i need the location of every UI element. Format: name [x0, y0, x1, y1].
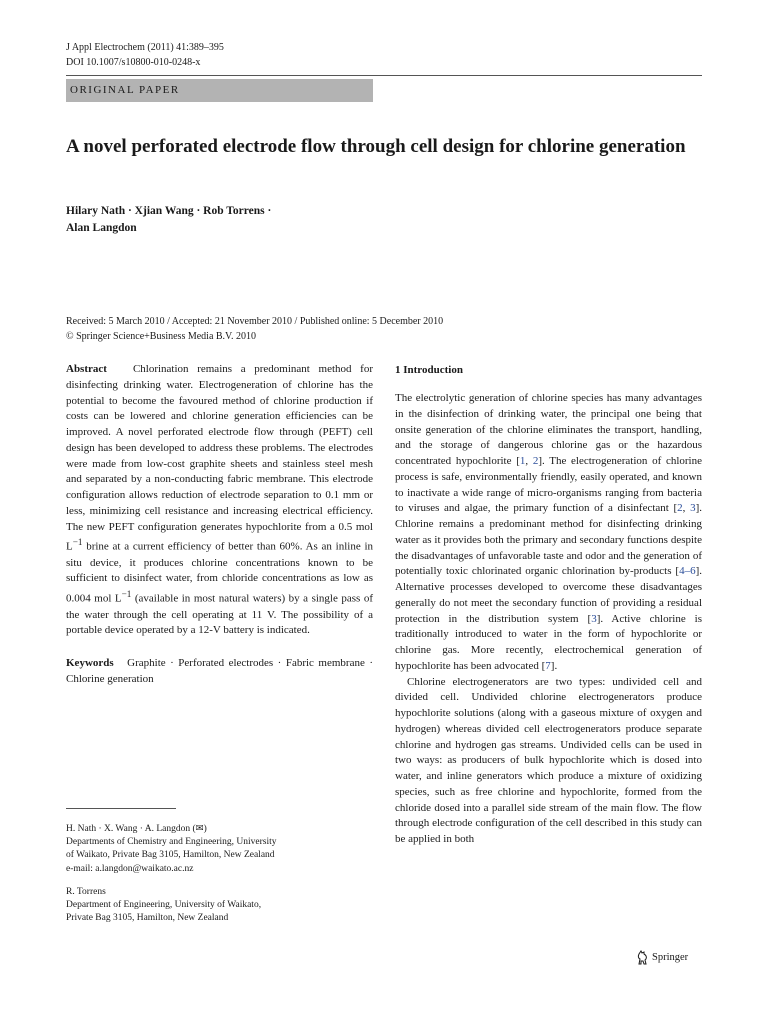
intro-paragraph-2: Chlorine electrogenerators are two types: undivided cell and divided cell. Undivided chlorine electrogenerators produce hypochlorite solutions (along with a gaseous mixture of oxygen and hydrogen) whereas divided cell electrogenerators produce separate chlorine and hydrogen gas streams. Undivided cells can be used in two ways: as producers of bulk hypochlorite which is dosed into water, and inline generators which produce a mixture of oxidizing species, such as free chlorine and hypochlorite, formed from the chloride dosed into a parallel side stream of the main flow. The flow through electrode configuration of the cell described in this study can be applied in both — [395, 675, 702, 845]
affiliation-name: R. Torrens — [66, 887, 106, 897]
citation-link[interactable]: 2 — [677, 502, 683, 515]
abstract-paragraph — [66, 362, 373, 639]
citation-link[interactable]: 4–6 — [679, 565, 696, 578]
paper-title: A novel perforated electrode flow through cell design for chlorine generation — [66, 136, 686, 157]
publisher-footer — [636, 950, 688, 965]
springer-horse-icon — [636, 950, 649, 965]
abstract-text-3: (available in most natural waters) by a single pass of the water through the cell operating at 11 V. The possibility of a portable device operated by a 12-V battery is indicated. — [66, 592, 373, 637]
copyright-line: © Springer Science+Business Media B.V. 2010 — [66, 331, 256, 342]
intro-text: ]. Chlorine remains a predominant method for disinfecting drinking water as it provides both the primary and secondary functions despite the disadvantages of unfavorable taste and odor and the generation of potentially toxic chlorinated organic chlorination by-products [ — [395, 502, 703, 578]
doi-line: DOI 10.1007/s10800-010-0248-x — [66, 57, 201, 68]
citation-link[interactable]: 2 — [532, 455, 539, 467]
paper-type-banner: ORIGINAL PAPER — [66, 79, 373, 102]
introduction-section — [395, 362, 702, 848]
affiliation-dept: Departments of Chemistry and Engineering, University — [66, 837, 277, 848]
journal-line: J Appl Electrochem (2011) 41:389–395 — [66, 42, 224, 53]
affiliation-1 — [66, 823, 373, 876]
intro-text: , — [525, 455, 533, 467]
unit-exponent: −1 — [72, 537, 83, 548]
author-list — [66, 203, 466, 237]
author-line-2: Alan Langdon — [66, 222, 137, 234]
keywords — [66, 656, 373, 688]
affiliation-names: H. Nath · X. Wang · A. Langdon (✉) — [66, 824, 207, 834]
citation-link[interactable]: 3 — [690, 502, 696, 515]
right-column — [395, 362, 702, 848]
intro-text: ]. The electrogeneration of chlorine process is safe, environmentally friendly, easily operated, and known to inactivate a wide range of micro-organisms ranging from bacteria to viruses and algae, the primary function of a disinfectant [ — [395, 455, 702, 515]
affiliation-2 — [66, 886, 373, 926]
intro-paragraph-1 — [395, 391, 702, 675]
intro-text: , — [682, 502, 691, 515]
footnote-rule — [66, 808, 176, 809]
unit-exponent: −1 — [121, 589, 132, 600]
keywords-text: Graphite · Perforated electrodes · Fabric membrane · Chlorine generation — [66, 657, 373, 685]
keywords-heading: Keywords — [66, 657, 114, 670]
abstract-text-2: brine at a current efficiency of better than 60%. As an inline in situ device, it produces chlorine concentrations known to be sufficient to disinfect water, from chloride concentrations as low as 0.004 mol L — [66, 540, 373, 605]
affiliation-address: of Waikato, Private Bag 3105, Hamilton, New Zealand — [66, 850, 275, 861]
publication-dates — [66, 314, 702, 344]
publisher-name: Springer — [652, 952, 689, 963]
header-rule — [66, 75, 702, 76]
author-line-1: Hilary Nath · Xjian Wang · Rob Torrens · — [66, 205, 272, 217]
abstract-text-1: Chlorination remains a predominant method for disinfecting drinking water. Electrogeneration of chlorine has the potential to become the favoured method of chlorine production if costs can be lowered and chlorine generation efficiencies can be improved. A novel perforated electrode flow through (PEFT) cell design has been developed to address these problems. The electrodes were made from low-cost graphite sheets and stainless steel mesh and separated by a non-conducting fabric membrane. This electrode configuration allows reduction of electrode separation to 0.1 mm or less, minimizing cell resistance and increasing electrical efficiency. The new PEFT configuration generates hypochlorite from a 0.5 mol L — [66, 363, 373, 553]
affiliation-dept: Department of Engineering, University of Waikato, — [66, 900, 262, 911]
section-heading: 1 Introduction — [395, 364, 463, 376]
received-accepted-line: Received: 5 March 2010 / Accepted: 21 November 2010 / Published online: 5 December 2010 — [66, 316, 444, 327]
intro-text: The electrolytic generation of chlorine species has many advantages in the disinfection of drinking water, the principal one being that onsite generation of the chlorine eliminates the transport, handling, and the storage of dangerous chlorine gas or the hazardous concentrated hypochlorite [ — [395, 392, 702, 467]
abstract — [66, 362, 373, 688]
citation-link[interactable]: 1 — [519, 455, 526, 467]
intro-text: ]. — [550, 659, 558, 672]
journal-citation — [66, 40, 224, 70]
affiliation-email[interactable]: e-mail: a.langdon@waikato.ac.nz — [66, 863, 194, 874]
citation-link[interactable]: 7 — [545, 659, 551, 672]
affiliation-address: Private Bag 3105, Hamilton, New Zealand — [66, 913, 229, 924]
intro-text: ]. Alternative processes developed to overcome these disadvantages generally do not meet the secondary function of providing a residual protection in the distribution system [ — [395, 565, 702, 625]
left-column — [66, 362, 373, 688]
intro-text: ]. Active chlorine is traditionally introduced to water in the form of hypochlorite or chlorine gas. More recently, electrochemical generation of hypochlorite has been advocated [ — [395, 612, 702, 672]
abstract-heading: Abstract — [66, 363, 107, 375]
citation-link[interactable]: 3 — [591, 612, 597, 625]
